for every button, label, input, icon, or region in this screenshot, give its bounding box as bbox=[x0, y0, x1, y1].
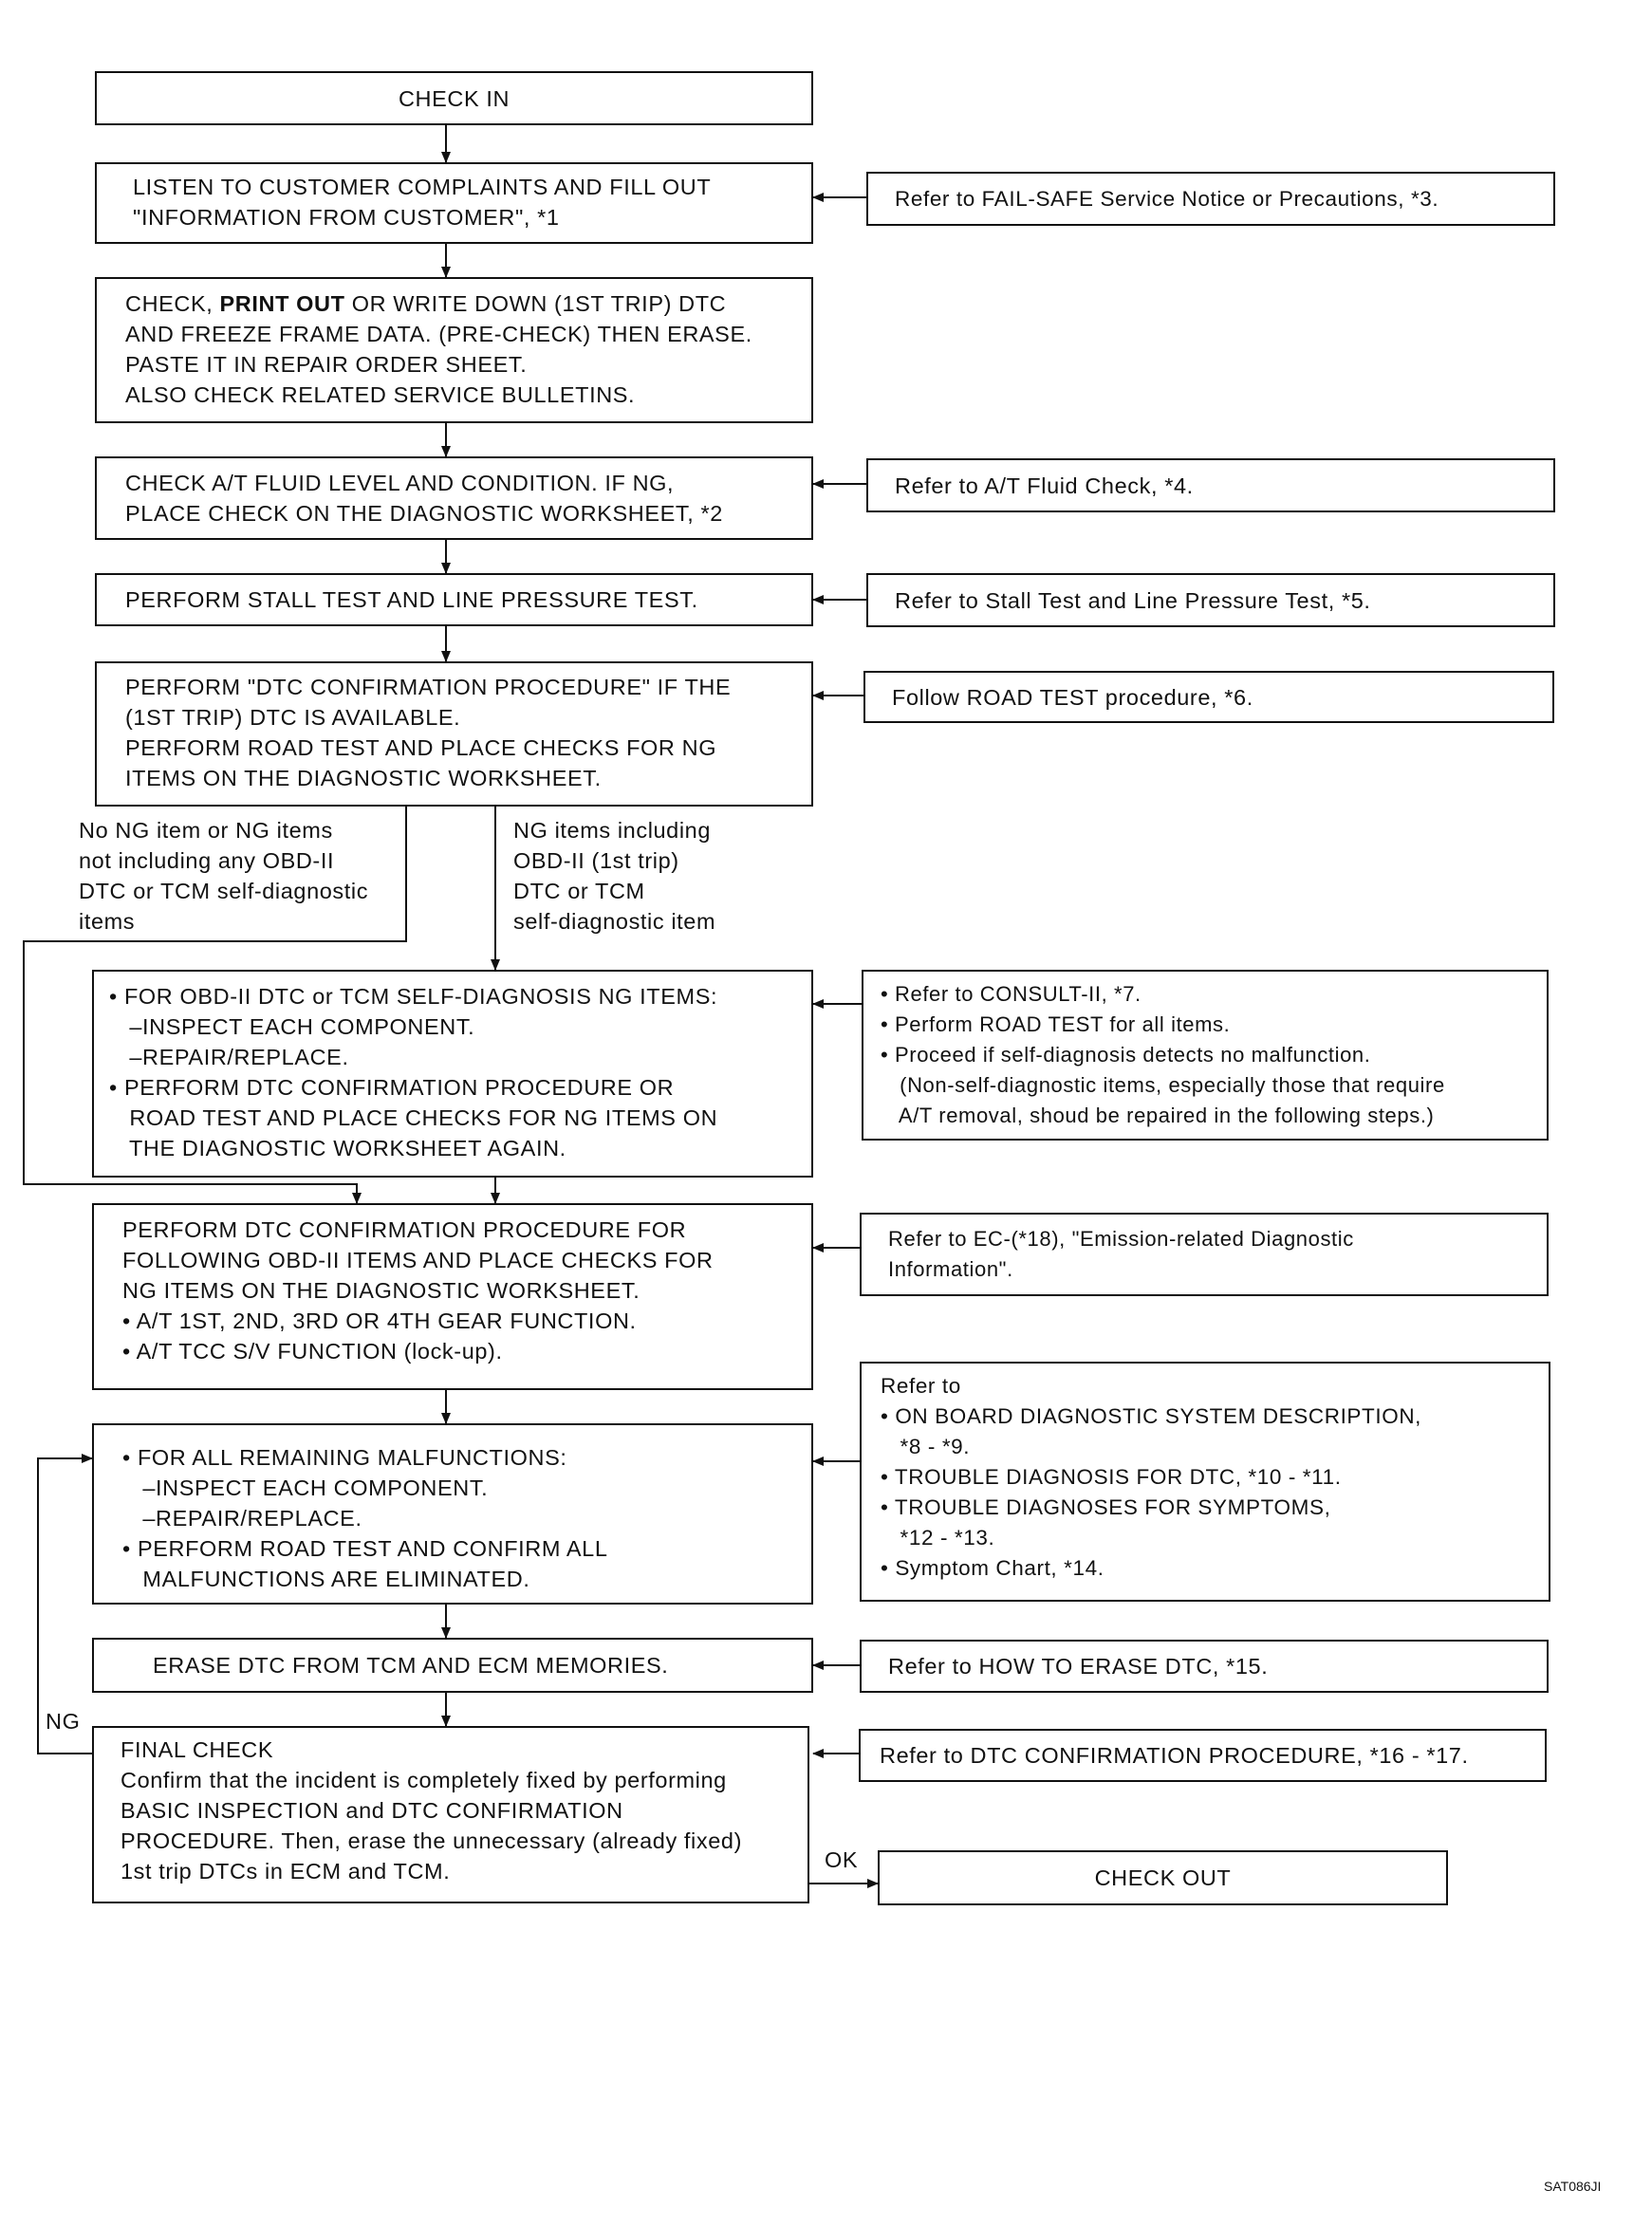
final-check-box: FINAL CHECK Confirm that the incident is completely fixed by performing BASIC INSPECTION and DTC CONFIRMATION PROCEDURE. Then, erase the unnecessary (already fixed) 1st trip DTCs in ECM and TCM. bbox=[92, 1726, 809, 1903]
ok-label: OK bbox=[825, 1847, 859, 1872]
ref-confirm-box: Refer to DTC CONFIRMATION PROCEDURE, *16 - *17. bbox=[859, 1729, 1547, 1782]
check-out-box bbox=[878, 1850, 1448, 1905]
fluid-check-box bbox=[95, 456, 813, 540]
obd-ng-items-box: • FOR OBD-II DTC or TCM SELF-DIAGNOSIS NG ITEMS: –INSPECT EACH COMPONENT. –REPAIR/REPLACE. • PERFORM DTC CONFIRMATION PROCEDURE OR ROAD TEST AND PLACE CHECKS FOR NG ITEMS ON THE DIAGNOSTIC WORKSHEET AGAIN. bbox=[92, 970, 813, 1178]
ref-stall-box: Refer to Stall Test and Line Pressure Test, *5. bbox=[866, 573, 1555, 627]
dtcconf-line-1: PERFORM "DTC CONFIRMATION PROCEDURE" IF THE bbox=[125, 675, 732, 699]
print-line-1: CHECK, PRINT OUT OR WRITE DOWN (1ST TRIP) DTC bbox=[125, 291, 727, 316]
ref-road-test-box: Follow ROAD TEST procedure, *6. bbox=[863, 671, 1554, 723]
ref-consult-box: • Refer to CONSULT-II, *7. • Perform ROAD TEST for all items. • Proceed if self-diagnosis detects no malfunction. (Non-self-diagnostic items, especially those that require A/T removal, shoud be repaired in the following steps.) bbox=[862, 970, 1549, 1141]
listen-line-2: "INFORMATION FROM CUSTOMER", *1 bbox=[133, 205, 560, 230]
figure-code: SAT086JI bbox=[1544, 2179, 1602, 2194]
remaining-malfunctions-box: • FOR ALL REMAINING MALFUNCTIONS: –INSPECT EACH COMPONENT. –REPAIR/REPLACE. • PERFORM ROAD TEST AND CONFIRM ALL MALFUNCTIONS ARE ELIMINATED. bbox=[92, 1423, 813, 1605]
dtc-obd-items-box: PERFORM DTC CONFIRMATION PROCEDURE FOR FOLLOWING OBD-II ITEMS AND PLACE CHECKS FOR NG ITEMS ON THE DIAGNOSTIC WORKSHEET. • A/T 1ST, 2ND, 3RD OR 4TH GEAR FUNCTION. • A/T TCC S/V FUNCTION (lock-up). bbox=[92, 1203, 813, 1390]
fluid-line-1: CHECK A/T FLUID LEVEL AND CONDITION. IF NG, bbox=[125, 471, 675, 495]
listen-complaints-box bbox=[95, 162, 813, 244]
ref-onboard-box: Refer to • ON BOARD DIAGNOSTIC SYSTEM DESCRIPTION, *8 - *9. • TROUBLE DIAGNOSIS FOR DTC, *10 - *11. • TROUBLE DIAGNOSES FOR SYMPTOMS, *12 - *13. • Symptom Chart, *14. bbox=[860, 1362, 1550, 1602]
ref-fluid-box: Refer to A/T Fluid Check, *4. bbox=[866, 458, 1555, 512]
erase-dtc-box bbox=[92, 1638, 813, 1693]
fluid-line-2: PLACE CHECK ON THE DIAGNOSTIC WORKSHEET, *2 bbox=[125, 501, 723, 526]
dtcconf-line-3: PERFORM ROAD TEST AND PLACE CHECKS FOR NG bbox=[125, 735, 717, 760]
stall-label: PERFORM STALL TEST AND LINE PRESSURE TEST. bbox=[125, 587, 698, 612]
dtcconf-line-4: ITEMS ON THE DIAGNOSTIC WORKSHEET. bbox=[125, 766, 602, 790]
stall-test-box bbox=[95, 573, 813, 626]
ref-erase-box: Refer to HOW TO ERASE DTC, *15. bbox=[860, 1640, 1549, 1693]
dtcconf-line-2: (1ST TRIP) DTC IS AVAILABLE. bbox=[125, 705, 461, 730]
check-in-box bbox=[95, 71, 813, 125]
check-in-label: CHECK IN bbox=[398, 86, 510, 111]
ref-ec-box: Refer to EC-(*18), "Emission-related Diagnostic Information". bbox=[860, 1213, 1549, 1296]
check-print-box bbox=[95, 277, 813, 423]
print-line-2: AND FREEZE FRAME DATA. (PRE-CHECK) THEN ERASE. bbox=[125, 322, 752, 346]
print-line-4: ALSO CHECK RELATED SERVICE BULLETINS. bbox=[125, 382, 636, 407]
erase-label: ERASE DTC FROM TCM AND ECM MEMORIES. bbox=[153, 1653, 669, 1678]
check-out-label: CHECK OUT bbox=[1094, 1865, 1232, 1890]
dtc-confirmation-box bbox=[95, 661, 813, 807]
print-line-3: PASTE IT IN REPAIR ORDER SHEET. bbox=[125, 352, 528, 377]
listen-line-1: LISTEN TO CUSTOMER COMPLAINTS AND FILL OUT bbox=[133, 175, 712, 199]
ng-label: NG bbox=[46, 1709, 81, 1734]
ref-failsafe-box: Refer to FAIL-SAFE Service Notice or Precautions, *3. bbox=[866, 172, 1555, 226]
